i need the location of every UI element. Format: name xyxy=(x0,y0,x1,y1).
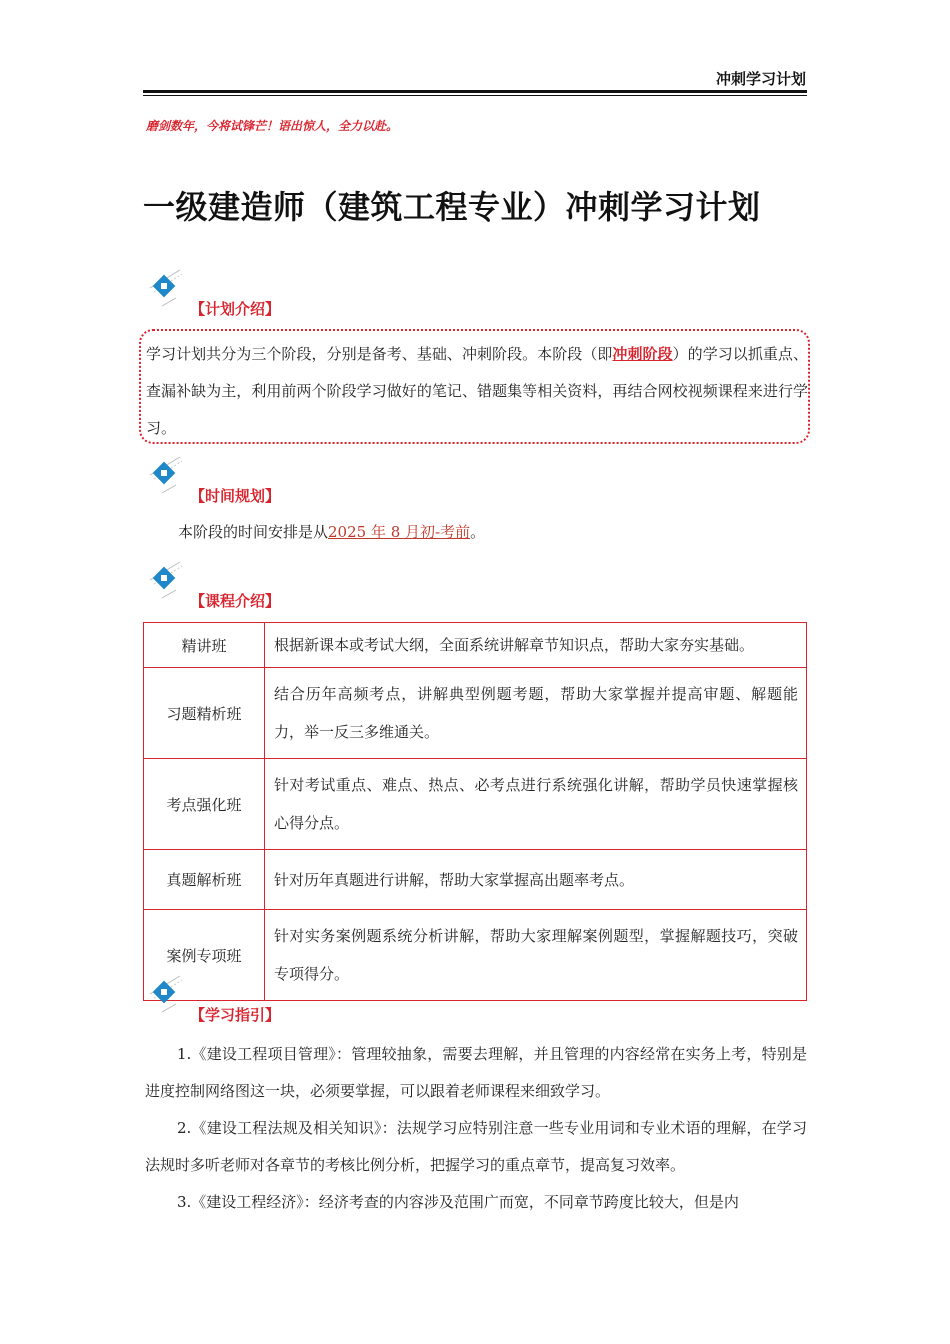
table-row xyxy=(144,623,807,668)
table-row xyxy=(144,850,807,910)
header-rule-thick xyxy=(143,90,807,93)
guide-item: 1.《建设工程项目管理》：管理较抽象，需要去理解，并且管理的内容经常在实务上考，特别是进度控制网络图这一块，必须要掌握，可以跟着老师课程来细致学习。 xyxy=(145,1045,807,1100)
course-name: 精讲班 xyxy=(144,623,265,668)
header-rule-thin xyxy=(143,95,807,96)
time-text-after: 。 xyxy=(470,523,486,541)
section-label-plan: 【计划介绍】 xyxy=(190,300,281,318)
header-title: 冲刺学习计划 xyxy=(715,70,806,88)
time-range: 2025 年 8 月初-考前 xyxy=(328,523,471,541)
section-icon xyxy=(146,455,186,495)
guide-item: 3.《建设工程经济》：经济考查的内容涉及范围广而宽，不同章节跨度比较大，但是内 xyxy=(177,1193,739,1211)
section-icon xyxy=(146,974,186,1014)
section-icon xyxy=(146,560,186,600)
guide-item: 2.《建设工程法规及相关知识》：法规学习应特别注意一些专业用词和专业术语的理解，在学习法规时多听老师对各章节的考核比例分析，把握学习的重点章节，提高复习效率。 xyxy=(145,1119,807,1174)
plan-intro-text-after: ）的学习以抓重点、查漏补缺为主，利用前两个阶段学习做好的笔记、错题集等相关资料，再结合网校视频课程来进行学习。 xyxy=(146,345,808,437)
course-desc: 结合历年高频考点，讲解典型例题考题，帮助大家掌握并提高审题、解题能力，举一反三多维通关。 xyxy=(265,668,807,759)
time-plan-text xyxy=(178,519,485,545)
table-row xyxy=(144,910,807,1001)
section-label-courses: 【课程介绍】 xyxy=(190,592,281,610)
course-name: 真题解析班 xyxy=(144,850,265,910)
course-name: 案例专项班 xyxy=(144,910,265,1001)
course-desc: 针对历年真题进行讲解，帮助大家掌握高出题率考点。 xyxy=(265,850,807,910)
section-label-time: 【时间规划】 xyxy=(190,487,281,505)
page-title: 一级建造师（建筑工程专业）冲刺学习计划 xyxy=(143,188,761,226)
course-desc: 根据新课本或考试大纲，全面系统讲解章节知识点，帮助大家夯实基础。 xyxy=(265,623,807,668)
motto: 磨剑数年，今将试锋芒！语出惊人，全力以赴。 xyxy=(146,119,399,133)
course-desc: 针对考试重点、难点、热点、必考点进行系统强化讲解，帮助学员快速掌握核心得分点。 xyxy=(265,759,807,850)
course-desc: 针对实务案例题系统分析讲解，帮助大家理解案例题型，掌握解题技巧，突破专项得分。 xyxy=(265,910,807,1001)
time-text-before: 本阶段的时间安排是从 xyxy=(178,523,329,541)
table-row xyxy=(144,759,807,850)
table-row xyxy=(144,668,807,759)
plan-intro-highlight: 冲刺阶段 xyxy=(612,345,673,363)
course-name: 习题精析班 xyxy=(144,668,265,759)
plan-intro-text-before: 学习计划共分为三个阶段，分别是备考、基础、冲刺阶段。本阶段（即 xyxy=(146,345,613,363)
course-table xyxy=(143,622,807,1001)
section-label-guide: 【学习指引】 xyxy=(190,1006,281,1024)
plan-intro-text xyxy=(146,336,808,447)
course-name: 考点强化班 xyxy=(144,759,265,850)
section-icon xyxy=(146,268,186,308)
